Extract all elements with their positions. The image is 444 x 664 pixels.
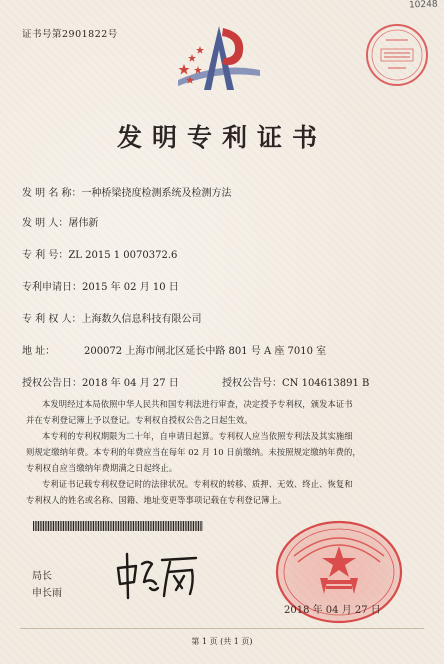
field-value: 一种桥梁挠度检测系统及检测方法 [81,188,232,199]
body-line: 专利证书记载专利权登记时的法律状况。专利权的转移、质押、无效、终止、恢复和 [42,479,353,489]
certificate-body [26,396,422,508]
field-address [22,342,326,357]
field-inventor [22,214,98,229]
field-patentee [22,310,202,325]
handwritten-signature-icon [112,548,200,602]
field-label: 专 利 号： [22,250,69,261]
field-label: 发 明 名 称： [22,188,82,199]
field-label: 授权公告日： [22,378,82,389]
field-value: ZL 2015 1 0070372.6 [68,250,178,261]
barcode-icon [33,521,203,531]
field-filing-date [22,278,179,293]
field-value: 2015 年 02 月 10 日 [82,282,179,293]
official-stamp-icon [364,22,430,88]
seal-date: 2018 年 04 月 27 日 [284,605,381,616]
signatory-role: 局长 [32,571,52,582]
field-grant-number [222,374,369,389]
field-invention-name [22,184,232,199]
field-value: 上海数久信息科技有限公司 [81,314,202,325]
field-label: 地 址： [22,346,56,357]
body-line: 专利权自应当缴纳年费期满之日起终止。 [26,463,178,473]
page-title: 发明专利证书 [116,123,327,152]
patent-office-emblem-icon [174,20,264,108]
body-line: 则规定缴纳年费。本专利的年费应当在每年 02 月 10 日前缴纳。未按照规定缴纳年费的， [26,447,361,457]
field-label: 授权公告号： [222,378,282,389]
page-footer: 第 1 页 (共 1 页) [191,637,253,646]
footer-divider [20,628,424,629]
handwritten-note: 10248 [409,0,439,11]
body-line: 专利权人的姓名或名称、国籍、地址变更等事项记载在专利登记簿上。 [26,495,287,505]
body-line: 本发明经过本局依照中华人民共和国专利法进行审查，决定授予专利权，颁发本证书 [42,399,353,409]
field-value: CN 104613891 B [282,378,370,389]
field-patent-number [22,246,177,261]
signatory-name: 申长雨 [32,588,62,599]
field-value: 200072 上海市闸北区延长中路 801 号 A 座 7010 室 [84,346,327,357]
field-label: 专 利 权 人： [22,314,82,325]
field-label: 专利申请日： [22,282,82,293]
body-line: 并在专利登记簿上予以登记。专利权自授权公告之日起生效。 [26,415,253,425]
certificate-number: 证书号第2901822号 [22,29,118,40]
field-label: 发 明 人： [22,218,69,229]
field-value: 屠伟新 [68,218,99,229]
field-grant-date [22,374,179,389]
field-value: 2018 年 04 月 27 日 [82,378,179,389]
body-line: 本专利的专利权期限为二十年，自申请日起算。专利权人应当依照专利法及其实施细 [42,431,353,441]
